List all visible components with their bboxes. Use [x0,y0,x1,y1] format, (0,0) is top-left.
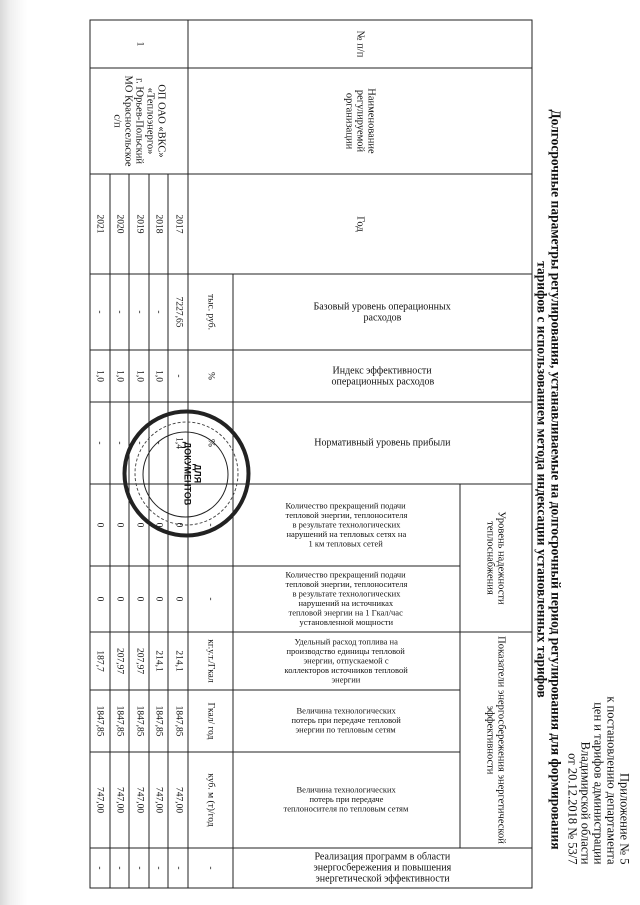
cell-norm: - [110,402,130,484]
col-header-num: № п/п [188,20,532,68]
unit-en1: кг.у.т./Гкал [188,632,233,690]
cell-en3: 747,00 [168,752,188,848]
col-header-org: Наименование регулируемой организации [188,68,532,174]
title-line-2: тарифов с использованием метода индексации установленных тарифов [534,261,550,698]
document-title [535,100,563,860]
col-header-rel2 [233,566,459,632]
cell-program: - [149,848,169,888]
cell-rel1: 0 [168,484,188,566]
col-header-rel1-text: Количество прекращений подачи тепловой энергии, теплоносителя в результате технологических нарушений на тепловых сетях на 1 км тепловых сетей [285,500,408,549]
col-header-rel1 [233,484,459,566]
cell-program: - [90,848,110,888]
org-number: 1 [90,20,188,68]
cell-norm: - [90,402,110,484]
cell-index: 1,0 [129,350,149,402]
cell-en1: 214,1 [168,632,188,690]
cell-index: - [168,350,188,402]
cell-base: - [149,274,169,350]
cell-index: 1,0 [90,350,110,402]
col-header-base-text: Базовый уровень операционных расходов [314,301,452,323]
cell-rel1: 0 [90,484,110,566]
cell-rel1: 0 [129,484,149,566]
appendix-number: Приложение № 5 [617,772,632,865]
appendix-date: от 20.12.2018 № 53/7 [565,753,580,865]
cell-year: 2019 [129,174,149,274]
col-header-en1-text: Удельный расход топлива на производство единицы тепловой энергии, отпускаемой с коллекторов источников тепловой энергии [284,636,409,685]
cell-norm: - [129,402,149,484]
cell-rel2: 0 [149,566,169,632]
cell-year: 2017 [168,174,188,274]
cell-rel1: 0 [110,484,130,566]
appendix-line-4: Владимирской области [578,741,593,865]
col-header-en3 [233,752,459,848]
col-header-en2 [233,690,459,752]
cell-en1: 187,7 [90,632,110,690]
cell-en2: 1847,85 [90,690,110,752]
cell-rel2: 0 [90,566,110,632]
unit-en3: куб. м (т)/год [188,752,233,848]
col-header-program-text: Реализация программ в области энергосбережения и повышения энергетической эффективности [313,851,452,885]
cell-year: 2020 [110,174,130,274]
cell-en2: 1847,85 [110,690,130,752]
appendix-header [566,435,631,865]
col-header-program [233,848,532,888]
cell-year: 2018 [149,174,169,274]
cell-rel2: 0 [129,566,149,632]
appendix-line-3: цен и тарифов администрации [591,702,606,865]
cell-en3: 747,00 [129,752,149,848]
col-header-base [233,274,532,350]
unit-index: % [188,350,233,402]
appendix-line-2: к постановлению департамента [604,696,619,865]
col-header-index [233,350,532,402]
cell-program: - [110,848,130,888]
cell-norm: 1,4 [168,402,188,484]
cell-norm: - [149,402,169,484]
col-header-rel2-text: Количество прекращений подачи тепловой энергии, теплоносителя в результате технологических нарушений на источниках тепловой энергии на 1 Гкал/час установленной мощности [285,569,408,627]
unit-rel2: - [188,566,233,632]
cell-program: - [129,848,149,888]
cell-en3: 747,00 [110,752,130,848]
cell-en2: 1847,85 [168,690,188,752]
cell-en1: 214,1 [149,632,169,690]
cell-rel2: 0 [110,566,130,632]
cell-rel2: 0 [168,566,188,632]
cell-en2: 1847,85 [129,690,149,752]
cell-en2: 1847,85 [149,690,169,752]
org-name-line-1: ОП ОАО «ВКС» [155,84,167,158]
cell-base: - [129,274,149,350]
col-header-norm-text: Нормативный уровень прибыли [314,437,451,449]
org-name-line-3: г. Юрьев-Польский [133,77,145,165]
rotated-page [1,0,640,905]
cell-base: - [90,274,110,350]
unit-rel1: - [188,484,233,566]
official-stamp [123,410,251,538]
col-header-index-text: Индекс эффективности операционных расходов [331,365,435,387]
org-name-line-2: «Теплоэнерго» [144,87,156,155]
cell-en1: 207,97 [129,632,149,690]
org-name-line-4: МО Красносельское с/п [111,75,134,167]
cell-index: 1,0 [149,350,169,402]
cell-index: 1,0 [110,350,130,402]
unit-norm: % [188,402,233,484]
col-header-en2-text: Величина технологических потерь при передаче тепловой энергии по тепловым сетям [291,705,402,735]
col-header-reliability: Уровень надежности теплоснабжения [460,484,532,632]
cell-base: - [110,274,130,350]
stamp-text [183,414,203,534]
header-row-1 [460,20,532,888]
col-header-year: Год [188,174,532,274]
org-name [90,68,188,174]
cell-rel1: 0 [149,484,169,566]
cell-program: - [168,848,188,888]
col-header-en1 [233,632,459,690]
cell-en1: 207,97 [110,632,130,690]
cell-base: 7227,65 [168,274,188,350]
title-line-1: Долгосрочные параметры регулирования, устанавливаемые на долгосрочный период регулирования для формирования [548,109,564,850]
col-header-energy: Показатели энергосбережения энергетической эффективности [460,632,532,848]
col-header-norm [233,402,532,484]
unit-en2: Гкал/ год [188,690,233,752]
cell-en3: 747,00 [149,752,169,848]
unit-program: - [188,848,233,888]
stamp-text-line-2: ДОКУМЕНТОВ [182,441,193,506]
col-header-en3-text: Величина технологических потерь при передаче теплоносителя по тепловым сетям [284,784,409,814]
unit-base: тыс. руб. [188,274,233,350]
stamp-text-line-1: ДЛЯ [192,463,203,484]
cell-en3: 747,00 [90,752,110,848]
cell-year: 2021 [90,174,110,274]
